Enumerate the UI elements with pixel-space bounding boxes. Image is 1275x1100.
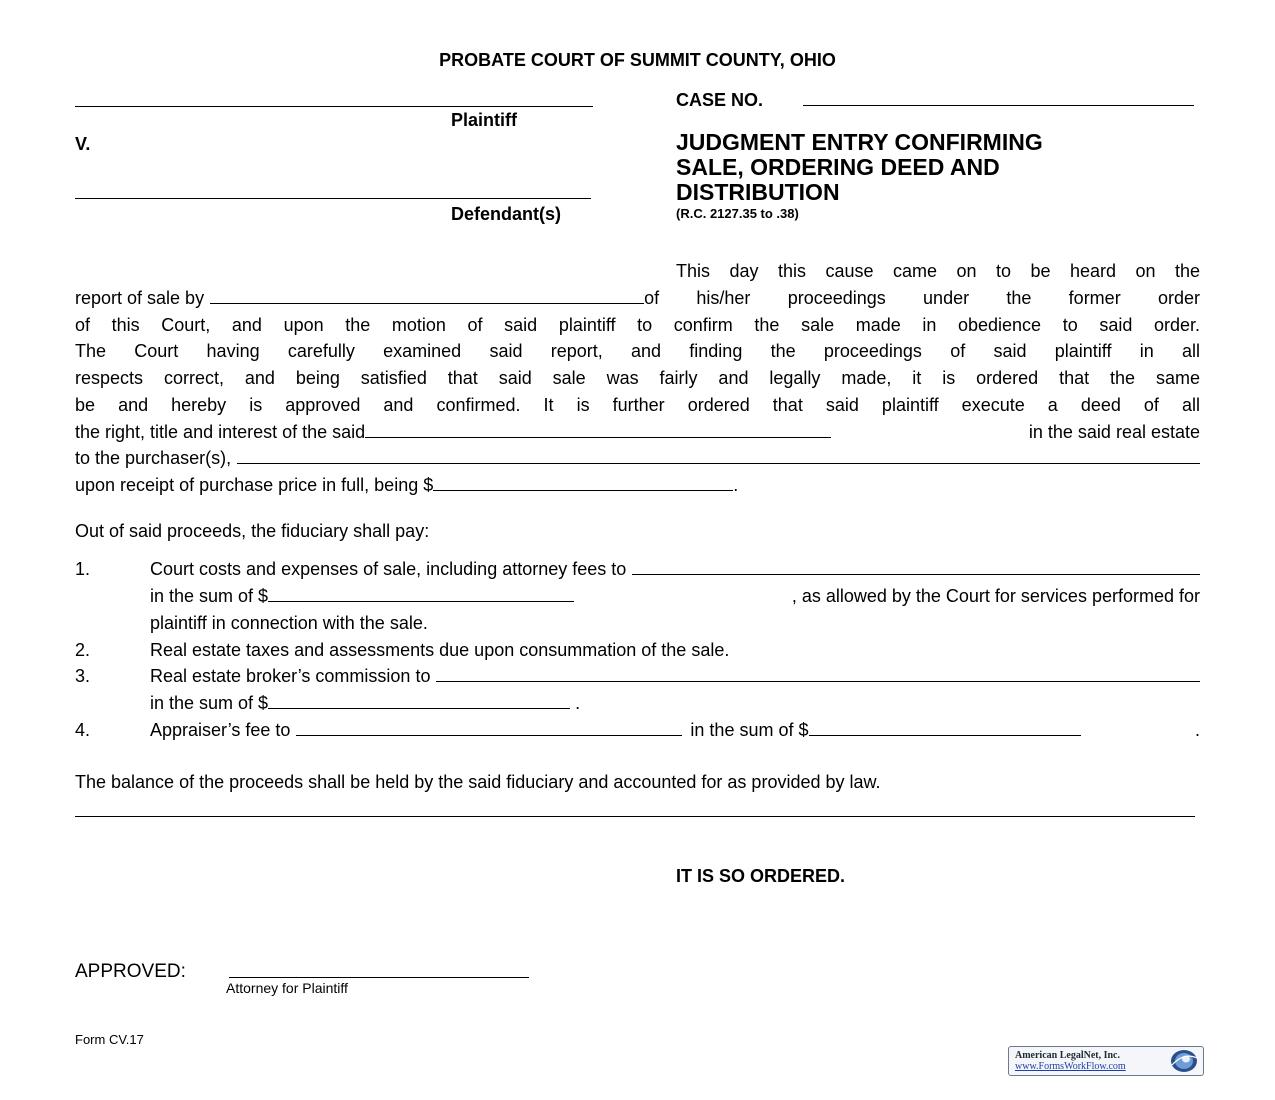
balance-divider [75,816,1195,817]
badge-company-name: American LegalNet, Inc. [1015,1050,1120,1061]
defendant-label: Defendant(s) [451,204,562,224]
form-id: Form CV.17 [75,1032,144,1047]
sum-suffix: . [575,693,581,713]
item-number: 4. [75,720,91,740]
interest-prefix: the right, title and interest of the said [75,422,366,442]
item-1-line-1 [150,558,1200,580]
purchaser-line [75,447,1200,469]
item-4-line-1 [150,719,1200,741]
body-line-3: of this Court, and upon the motion of said plaintiff to confirm the sale made in obedience to said order. [75,315,1200,335]
purchase-price-line [75,474,1200,496]
item-number: 3. [75,666,91,686]
sum-prefix: in the sum of $ [150,586,269,606]
appraiser-fee-text: Appraiser’s fee to [150,720,291,740]
plaintiff-label: Plaintiff [451,110,517,130]
purchase-price-field[interactable] [433,474,733,491]
item-1-line-3: plaintiff in connection with the sale. [150,613,428,633]
report-suffix: of his/her proceedings under the former order [644,288,1200,308]
appraiser-amount-field[interactable] [809,719,1081,736]
form-title-line2: SALE, ORDERING DEED AND [676,154,1000,180]
body-line-4: The Court having carefully examined said report, and finding the proceedings of said plaintiff in all [75,341,1200,361]
item-2-line-1: Real estate taxes and assessments due upon consummation of the sale. [150,640,730,660]
item-3-line-2 [150,692,1200,714]
item-number: 1. [75,559,91,579]
proceeds-intro: Out of said proceeds, the fiduciary shall pay: [75,521,430,541]
attorney-fee-amount-field[interactable] [268,585,574,602]
report-of-sale-line [75,287,1200,309]
broker-amount-field[interactable] [268,692,570,709]
american-legalnet-badge[interactable] [1008,1046,1204,1076]
attorney-fees-text: Court costs and expenses of sale, including attorney fees to [150,559,627,579]
court-title: PROBATE COURT OF SUMMIT COUNTY, OHIO [439,50,836,70]
body-line-5: respects correct, and being satisfied that said sale was fairly and legally made, it is ordered that the same [75,368,1200,388]
attorney-for-plaintiff-label: Attorney for Plaintiff [226,980,348,996]
statute-reference: (R.C. 2127.35 to .38) [676,206,799,221]
globe-logo-icon [1167,1049,1199,1073]
versus-label: V. [75,134,91,154]
item-1-line-2 [150,585,1200,607]
approved-label: APPROVED: [75,961,186,982]
form-title-line1: JUDGMENT ENTRY CONFIRMING [676,129,1043,155]
item-number: 2. [75,640,91,660]
receipt-prefix: upon receipt of purchase price in full, being $ [75,475,434,495]
body-line-6: be and hereby is approved and confirmed. It is further ordered that said plaintiff execute a deed of all [75,395,1200,415]
allowed-text: , as allowed by the Court for services performed for [791,586,1200,606]
report-prefix: report of sale by [75,288,205,308]
attorney-signature-field[interactable] [229,977,529,978]
appraiser-sum-text: in the sum of $ [690,720,809,740]
sum-prefix: in the sum of $ [150,693,269,713]
plaintiff-name-field[interactable] [75,106,593,107]
balance-text: The balance of the proceeds shall be held by the said fiduciary and accounted for as provided by law. [75,772,881,792]
broker-commission-text: Real estate broker’s commission to [150,666,431,686]
case-no-field[interactable] [803,105,1194,106]
interest-suffix: in the said real estate [1028,422,1200,442]
body-intro: This day this cause came on to be heard on the [676,261,1200,281]
receipt-suffix: . [733,475,739,495]
purchaser-prefix: to the purchaser(s), [75,448,232,468]
so-ordered: IT IS SO ORDERED. [676,866,846,886]
broker-name-field[interactable] [436,665,1200,682]
case-no-label: CASE NO. [676,90,764,110]
decedent-name-field[interactable] [365,421,831,438]
form-title-line3: DISTRIBUTION [676,179,840,205]
badge-url-link[interactable]: www.FormsWorkFlow.com [1015,1061,1126,1072]
body-line-7 [75,421,1200,443]
appraiser-suffix: . [1194,720,1200,740]
attorney-name-field[interactable] [632,558,1200,575]
report-by-field[interactable] [210,287,644,304]
purchaser-name-field[interactable] [237,447,1200,464]
appraiser-name-field[interactable] [296,719,682,736]
item-3-line-1 [150,665,1200,687]
defendant-name-field[interactable] [75,198,591,199]
